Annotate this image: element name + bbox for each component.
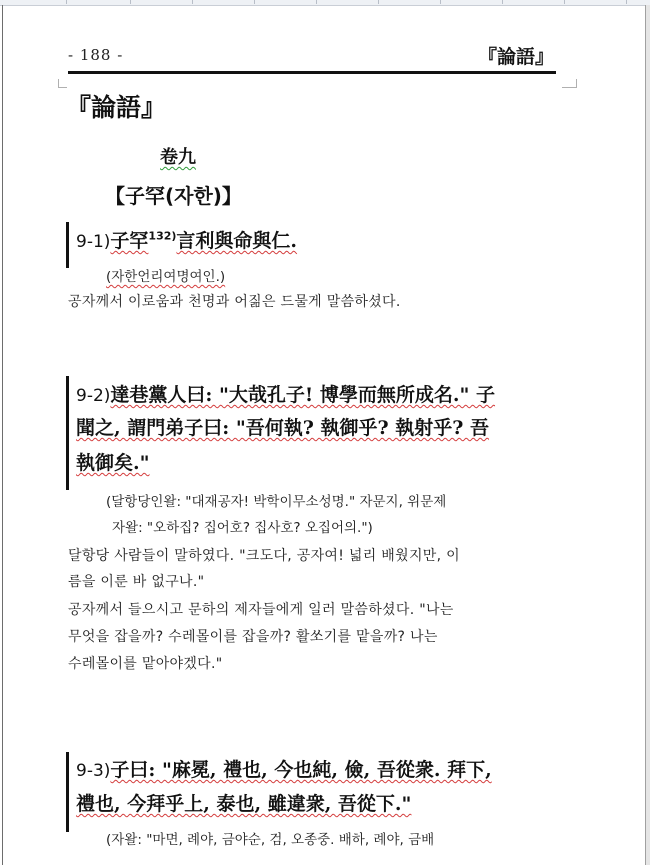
passage-translation-4: 무엇을 잡을까? 수레몰이를 잡을까? 활쏘기를 맡을까? 나는 <box>68 629 438 645</box>
passage-bar <box>66 222 69 268</box>
passage-9-3-line-2: 禮也, 今拜乎上, 泰也, 雖違衆, 吾從下." <box>76 793 412 815</box>
page-left-edge <box>2 5 3 865</box>
passage-translation-5: 수레몰이를 맡아야겠다." <box>68 656 223 672</box>
passage-text: 子曰: "麻冕, 禮也, 今也純, 儉, 吾從衆. 拜下, <box>110 759 492 781</box>
passage-reading: (자왈: "마면, 례야, 금야순, 검, 오종중. 배하, 례야, 금배 <box>106 832 435 848</box>
passage-number: 9-2) <box>76 386 111 406</box>
passage-reading-1: (달항당인왈: "대재공자! 박학이무소성명." 자문지, 위문제 <box>106 494 447 510</box>
passage-text: 達巷黨人曰: "大哉孔子! 博學而無所成名." 子 <box>110 384 496 406</box>
passage-translation-3: 공자께서 들으시고 문하의 제자들에게 일러 말씀하셨다. "나는 <box>68 602 454 618</box>
passage-translation-1: 달항당 사람들이 말하였다. "크도다, 공자여! 넓리 배웠지만, 이 <box>68 548 460 564</box>
passage-translation: 공자께서 이로움과 천명과 어짊은 드물게 말씀하셨다. <box>68 294 401 310</box>
footnote-ref[interactable]: 132) <box>148 229 177 243</box>
top-ruler <box>0 0 650 6</box>
section-heading: 【子罕(자한)】 <box>105 184 242 208</box>
chapter-title: 卷九 <box>160 147 196 168</box>
passage-bar <box>66 376 69 490</box>
passage-9-2-line-3: 執御矣." <box>76 452 150 474</box>
passage-bar <box>66 752 69 832</box>
passage-9-2-line-1 <box>76 380 556 407</box>
passage-9-3-line-1 <box>76 755 556 782</box>
book-title: 『論語』 <box>66 93 167 122</box>
crop-mark-right <box>562 79 577 88</box>
passage-text: 言利與命與仁. <box>176 230 298 252</box>
passage-reading-2: 자왈: "오하집? 집어호? 집사호? 오집어의.") <box>112 520 373 536</box>
page-number: - 188 - <box>68 46 124 64</box>
page-shadow <box>646 5 650 865</box>
crop-mark-left <box>58 79 67 88</box>
running-title: 『論語』 <box>477 46 554 68</box>
passage-9-1-line <box>76 226 556 253</box>
passage-text: 子罕 <box>110 230 149 252</box>
header-rule <box>68 71 556 74</box>
passage-number: 9-1) <box>76 232 111 252</box>
passage-number: 9-3) <box>76 761 111 781</box>
passage-translation-2: 름을 이룬 바 없구나." <box>68 574 205 590</box>
passage-reading: (자한언리여명여인.) <box>106 269 226 285</box>
passage-9-2-line-2: 聞之, 謂門弟子曰: "吾何執? 執御乎? 執射乎? 吾 <box>76 417 490 439</box>
